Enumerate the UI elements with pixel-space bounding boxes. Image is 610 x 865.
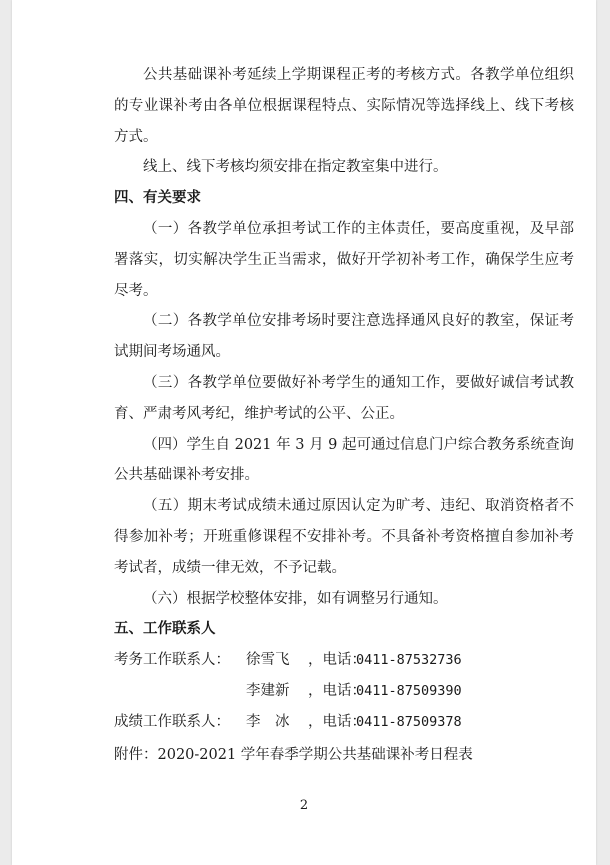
contact-name: 徐雪飞	[246, 652, 290, 669]
contact-list	[114, 645, 574, 737]
contact-phone-label: ，电话：	[308, 682, 366, 699]
contact-name: 李建新	[246, 682, 290, 699]
requirement-item-1: （一）各教学单位承担考试工作的主体责任，要高度重视，及早部署落实，切实解决学生正当需求，做好开学初补考工作，确保学生应考尽考。	[114, 220, 574, 299]
requirement-item-3: （三）各教学单位要做好补考学生的通知工作，要做好诚信考试教育、严肃考风考纪，维护考试的公平、公正。	[114, 374, 574, 422]
paragraph-exam-location: 线上、线下考核均须安排在指定教室集中进行。	[143, 159, 448, 176]
requirement-item-6: （六）根据学校整体安排，如有调整另行通知。	[143, 590, 448, 607]
contact-row	[114, 645, 574, 676]
contact-row	[114, 707, 574, 738]
contact-phone: 0411-87532736	[356, 652, 462, 669]
page-number: 2	[299, 798, 309, 813]
contact-phone: 0411-87509378	[356, 713, 462, 730]
document-body	[114, 60, 574, 738]
requirement-item-5: （五）期末考试成绩未通过原因认定为旷考、违纪、取消资格者不得参加补考；开班重修课程不安排补考。不具备补考资格擅自参加补考考试者，成绩一律无效，不予记载。	[114, 498, 574, 576]
contact-row	[114, 676, 574, 707]
requirement-item-2: （二）各教学单位安排考场时要注意选择通风良好的教室，保证考试期间考场通风。	[114, 313, 574, 361]
section-heading-contacts: 五、工作联系人	[114, 621, 216, 638]
contact-phone-label: ，电话：	[308, 713, 366, 730]
section-heading-requirements: 四、有关要求	[114, 190, 201, 207]
contact-phone: 0411-87509390	[356, 682, 462, 699]
attachment-line: 附件：2020-2021 学年春季学期公共基础课补考日程表	[114, 747, 473, 763]
requirement-item-4: （四）学生自 2021 年 3 月 9 起可通过信息门户综合教务系统查询公共基础课补考安排。	[114, 436, 575, 484]
contact-role-label: 成绩工作联系人：	[114, 713, 230, 730]
document-page	[12, 0, 596, 865]
paragraph-exam-format: 公共基础课补考延续上学期课程正考的考核方式。各教学单位组织的专业课补考由各单位根据课程特点、实际情况等选择线上、线下考核方式。	[114, 67, 574, 145]
contact-name: 李 冰	[246, 713, 290, 730]
contact-role-label: 考务工作联系人：	[114, 652, 230, 669]
contact-phone-label: ，电话：	[308, 652, 366, 669]
